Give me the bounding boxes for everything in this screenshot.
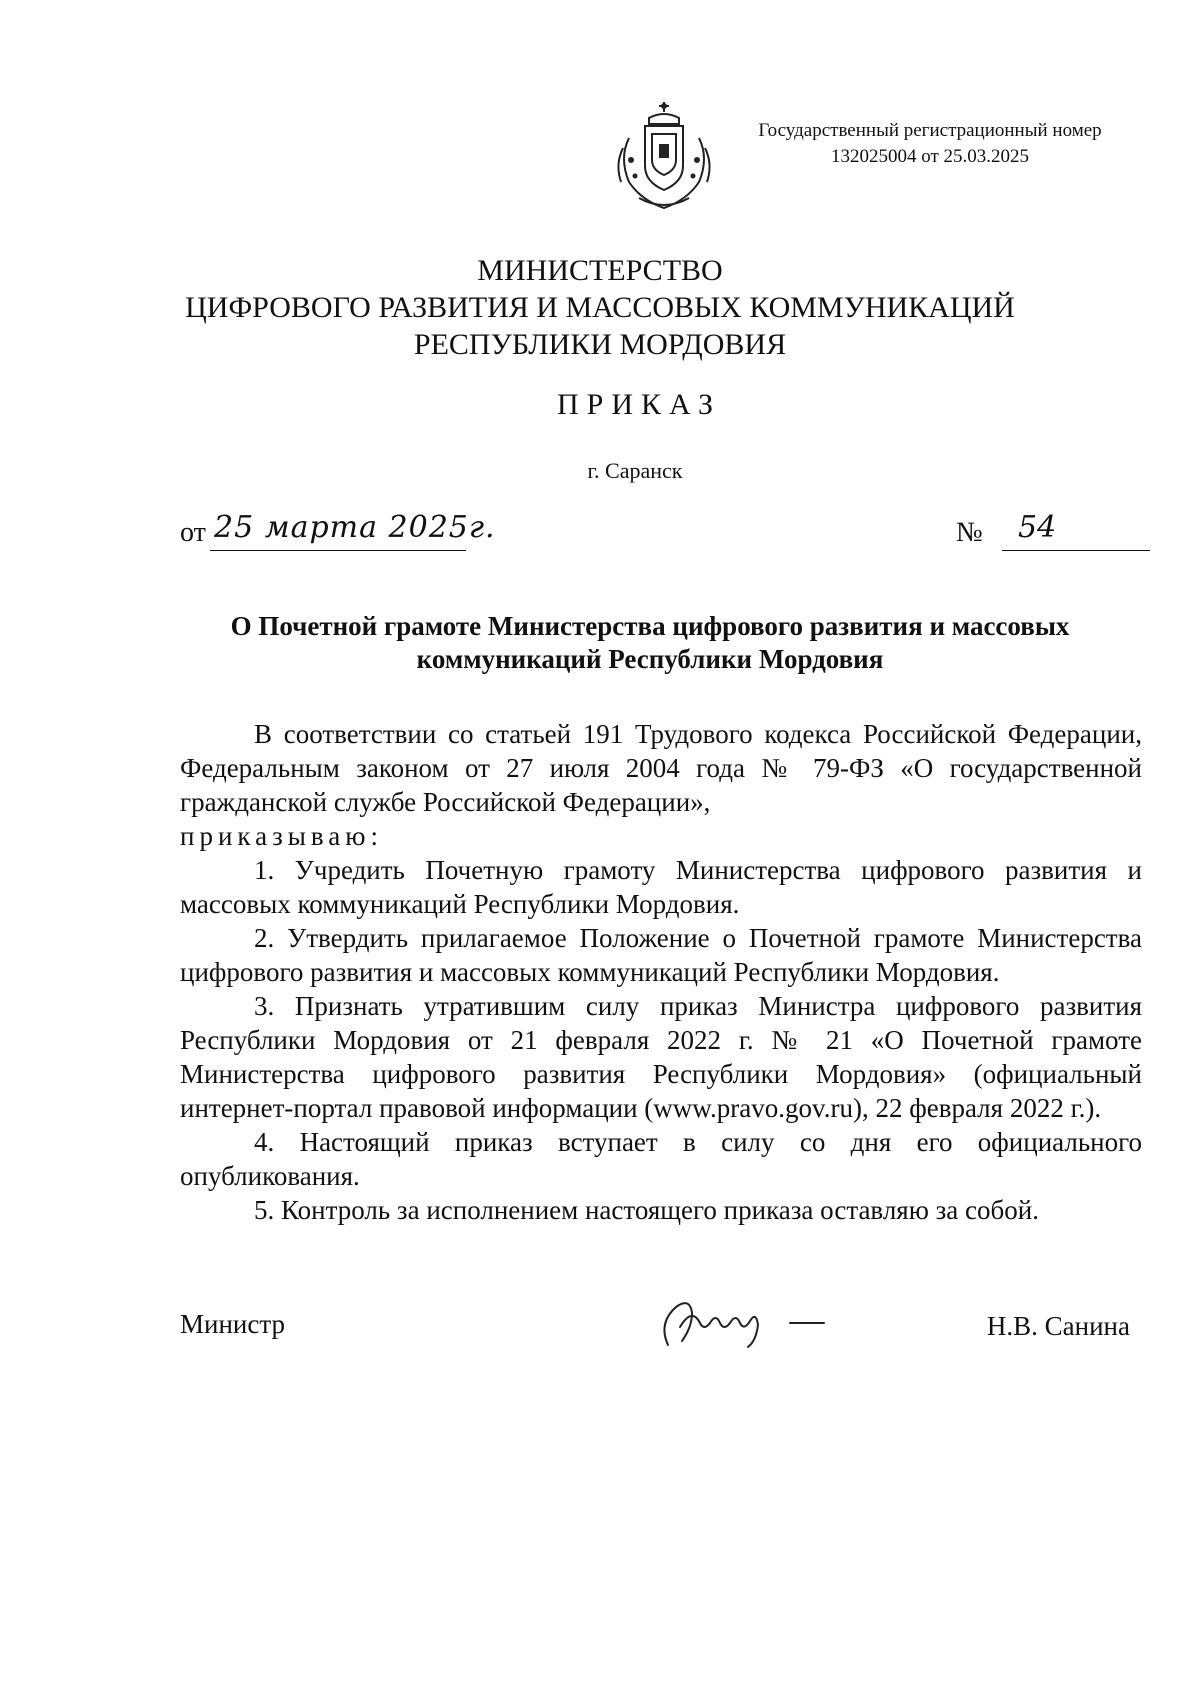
document-title xyxy=(180,610,1120,676)
signature-block xyxy=(180,1305,1130,1365)
number-label: № xyxy=(956,517,983,548)
date-number-row xyxy=(180,512,1150,562)
title-line-2: коммуникаций Республики Мордовия xyxy=(416,644,884,674)
ministry-line-2: ЦИФРОВОГО РАЗВИТИЯ И МАССОВЫХ КОММУНИКАЦИЙ xyxy=(185,291,1015,324)
handwritten-number: 54 xyxy=(1018,510,1057,545)
order-word: приказываю: xyxy=(180,821,383,851)
item-3: 3. Признать утратившим силу приказ Министра цифрового развития Республики Мордовия от 21 февраля 2022 г. № 21 «О Почетной грамоте Министерства цифрового развития Республики Мордовия» (официальный интернет-портал правовой информации (www.pravo.gov.ru), 22 февраля 2022 г.). xyxy=(180,991,1142,1123)
date-prefix: от xyxy=(180,517,206,548)
date-underline xyxy=(210,550,466,551)
item-5: 5. Контроль за исполнением настоящего приказа оставляю за собой. xyxy=(254,1195,1039,1225)
coat-of-arms-icon xyxy=(609,98,719,216)
city: г. Саранск xyxy=(587,458,683,483)
registration-line-1: Государственный регистрационный номер xyxy=(758,120,1102,141)
signer-role: Министр xyxy=(180,1309,285,1339)
item-4: 4. Настоящий приказ вступает в силу со дня его официального опубликования. xyxy=(180,1127,1142,1191)
item-1: 1. Учредить Почетную грамоту Министерства цифрового развития и массовых коммуникаций Республики Мордовия. xyxy=(180,855,1142,919)
number-underline xyxy=(1002,550,1150,551)
preamble xyxy=(180,717,1142,853)
title-line-1: О Почетной грамоте Министерства цифрового развития и массовых xyxy=(230,611,1070,641)
handwritten-date: 25 марта 2025г. xyxy=(214,510,496,545)
registration-line-2: 132025004 от 25.03.2025 xyxy=(830,146,1030,167)
registration-info xyxy=(740,118,1120,170)
ministry-line-1: МИНИСТЕРСТВО xyxy=(477,254,723,287)
signer-name: Н.В. Санина xyxy=(986,1311,1130,1341)
item-2: 2. Утвердить прилагаемое Положение о Почетной грамоте Министерства цифрового развития и массовых коммуникаций Республики Мордовия. xyxy=(180,923,1142,987)
document-type: ПРИКАЗ xyxy=(557,388,721,421)
ministry-name xyxy=(0,252,1200,363)
handwritten-signature xyxy=(650,1293,840,1353)
preamble-text: В соответствии со статьей 191 Трудового кодекса Российской Федерации, Федеральным законом от 27 июля 2004 года № 79-ФЗ «О государственной гражданской службе Российской Федерации», xyxy=(180,719,1142,817)
document-body xyxy=(180,717,1142,1227)
ministry-line-3: РЕСПУБЛИКИ МОРДОВИЯ xyxy=(413,328,787,361)
